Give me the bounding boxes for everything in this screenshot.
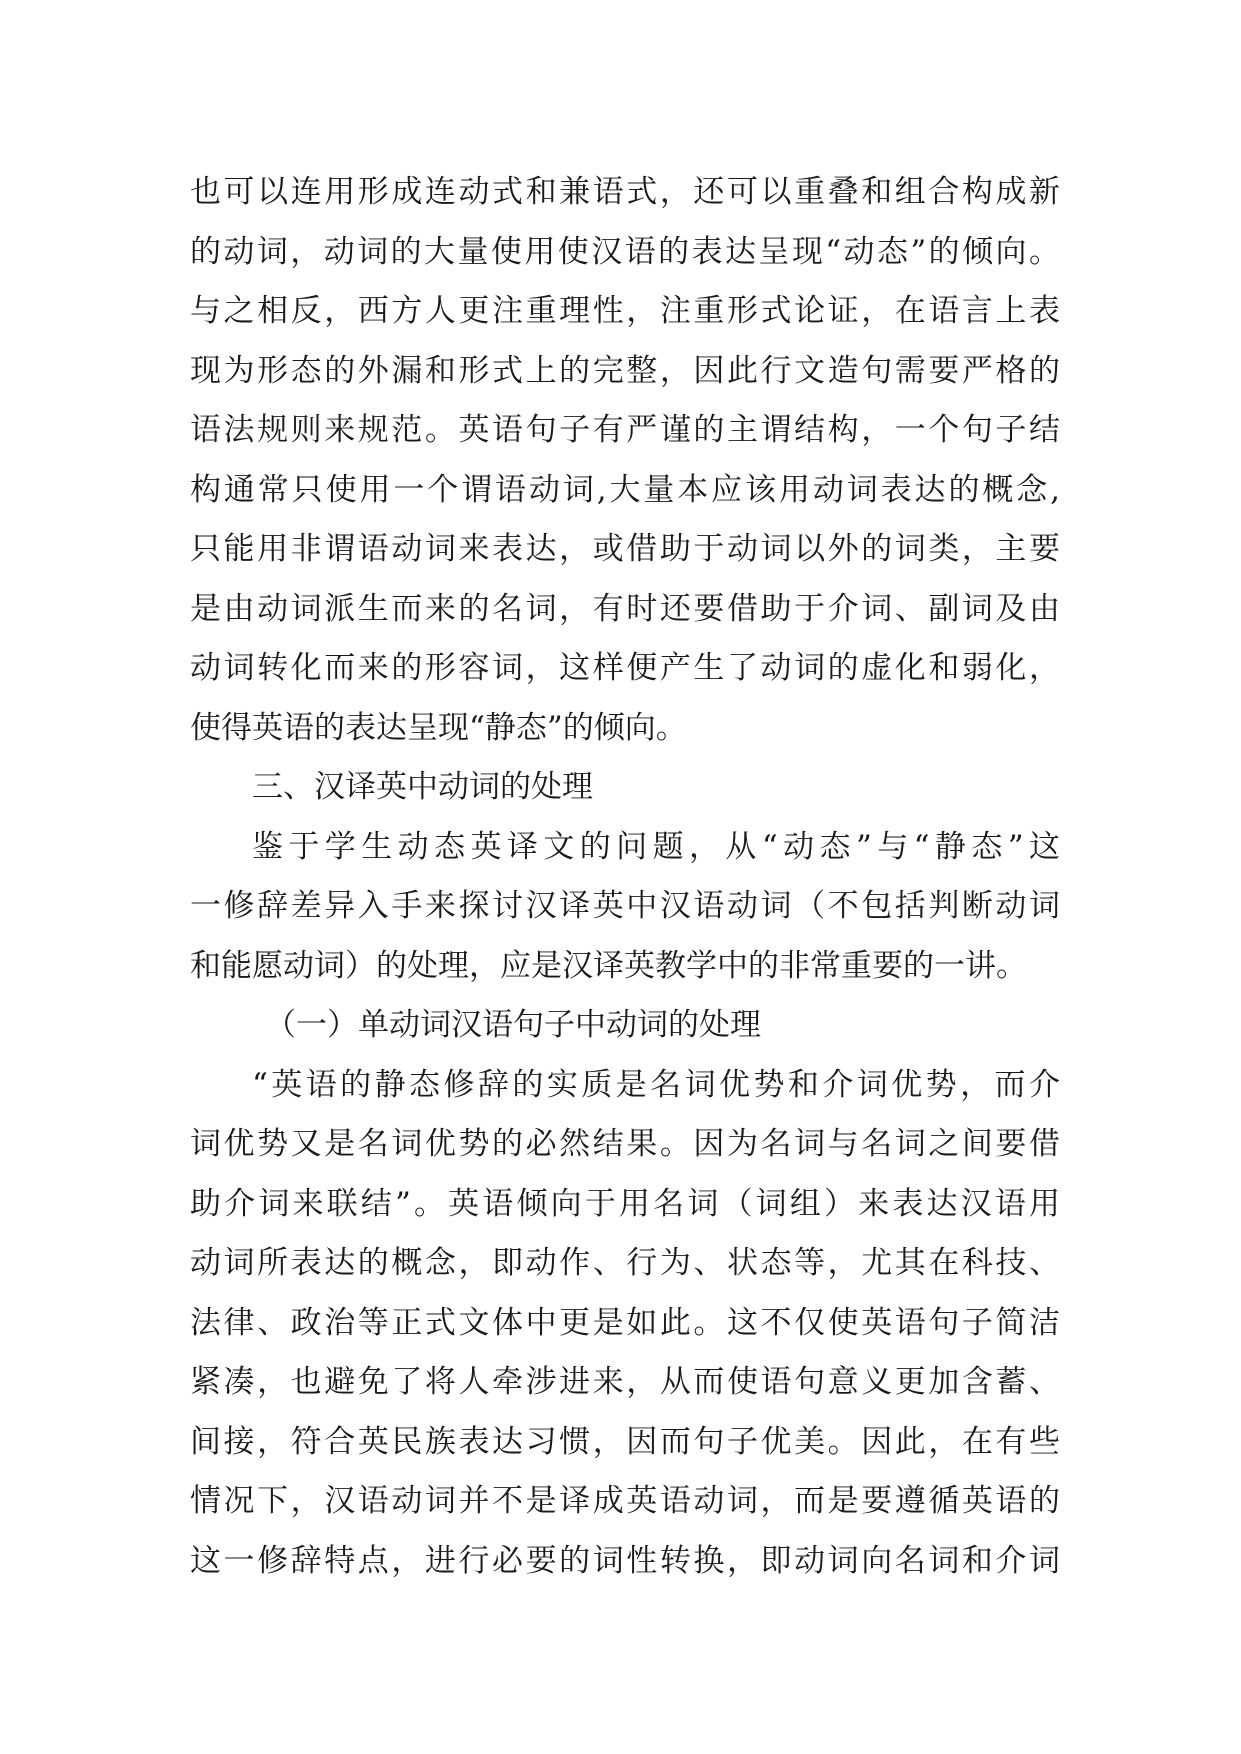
text-line: 一修辞差异入手来探讨汉译英中汉语动词（不包括判断动词 [190,888,1060,924]
text-line: 情况下，汉语动词并不是译成英语动词，而是要遵循英语的 [190,1483,1060,1519]
text-line: 这一修辞特点，进行必要的词性转换，即动词向名词和介词 [190,1542,1060,1579]
text-line: 只能用非谓语动词来表达，或借助于动词以外的词类，主要 [190,531,1060,567]
text-line: 与之相反，西方人更注重理性，注重形式论证，在语言上表 [190,293,1060,329]
text-line: 的动词，动词的大量使用使汉语的表达呈现“动态”的倾向。 [190,233,1060,270]
text-line: 词优势又是名词优势的必然结果。因为名词与名词之间要借 [190,1126,1060,1162]
text-line: 法律、政治等正式文体中更是如此。这不仅使英语句子简洁 [190,1304,1060,1341]
text-line: 紧凑，也避免了将人牵涉进来，从而使语句意义更加含蓄、 [190,1364,1060,1400]
text-line: 现为形态的外漏和形式上的完整，因此行文造句需要严格的 [190,352,1060,389]
subsection-heading: （一）单动词汉语句子中动词的处理 [265,1007,761,1043]
text-line: 助介词来联结”。英语倾向于用名词（词组）来表达汉语用 [190,1185,1060,1222]
body-text [190,163,1060,1591]
text-line: 语法规则来规范。英语句子有严谨的主谓结构，一个句子结 [190,412,1060,448]
text-line: 是由动词派生而来的名词，有时还要借助于介词、副词及由 [190,590,1060,627]
text-line: 构通常只使用一个谓语动词,大量本应该用动词表达的概念, [190,471,1060,508]
section-heading: 三、汉译英中动词的处理 [252,769,593,805]
text-line: 也可以连用形成连动式和兼语式，还可以重叠和组合构成新 [190,174,1060,210]
text-line: 和能愿动词）的处理，应是汉译英教学中的非常重要的一讲。 [190,947,1027,984]
text-line: 使得英语的表达呈现“静态”的倾向。 [190,709,687,746]
text-line: 动词所表达的概念，即动作、行为、状态等，尤其在科技、 [190,1245,1060,1281]
text-line: 间接，符合英民族表达习惯，因而句子优美。因此，在有些 [190,1423,1060,1460]
text-line: “英语的静态修辞的实质是名词优势和介词优势，而介 [252,1066,1060,1103]
text-line: 动词转化而来的形容词，这样便产生了动词的虚化和弱化， [190,650,1060,686]
text-line: 鉴于学生动态英译文的问题，从“动态”与“静态”这 [252,828,1060,865]
